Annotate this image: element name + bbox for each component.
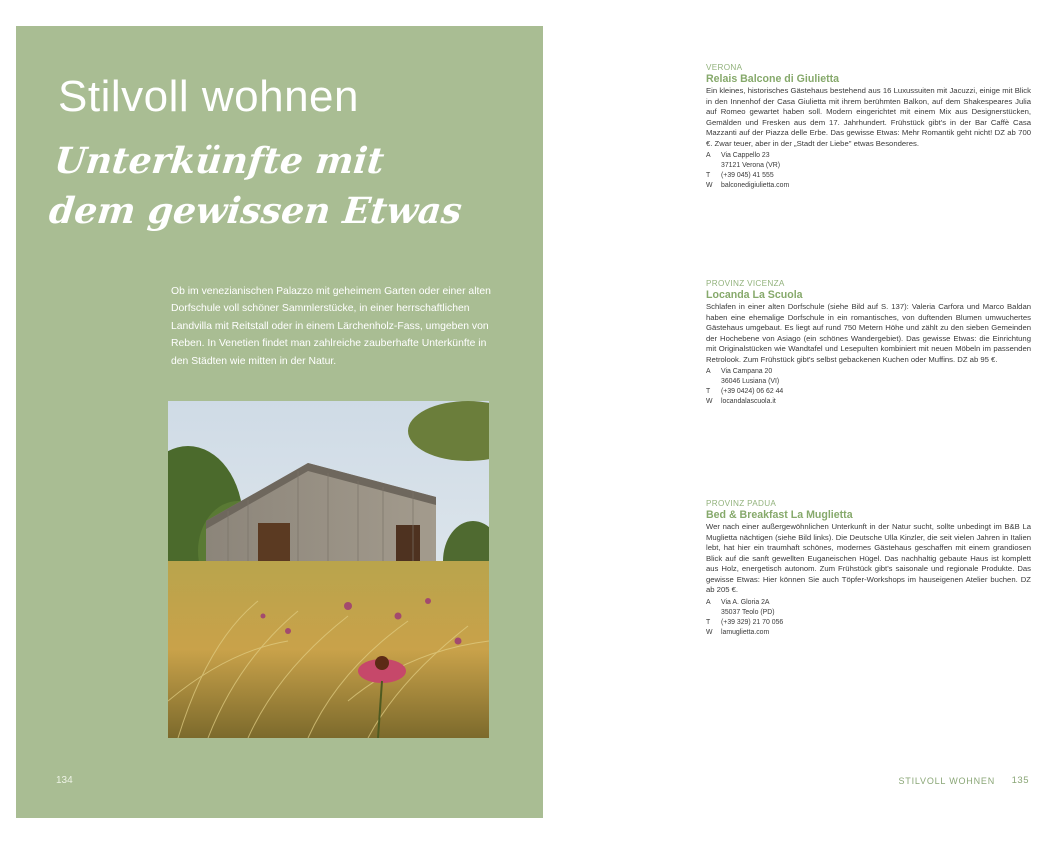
entry-region: PROVINZ VICENZA <box>706 279 785 288</box>
entry-contact <box>706 151 1031 191</box>
contact-city: 37121 Verona (VR) <box>721 162 780 170</box>
entry-description: Schlafen in einer alten Dorfschule (siehe Bild auf S. 137): Valeria Carfora und Marco Baldan haben eine ehemalige Dorfschule in ein romantisches, von duftenden Blumen umwuchertes Gästehaus umgebaut. Es liegt auf rund 750 Metern Höhe und zählt zu den sieben Gemeinden der Hochebene von Asiago (ein schönes Wandergebiet). Das gewisse Etwas: die Einrichtung mit Originalstücken wie Wandtafel und Lesepulten kombiniert mit neuen Möbeln im passenden Retrolook. Zum Frühstück gibt's selbst gebackenen Kuchen oder Muffins. DZ ab 95 €. <box>706 302 1031 364</box>
right-page <box>543 26 1055 818</box>
subtitle-line-1: Unterkünfte mit <box>52 140 387 182</box>
page-title: Stilvoll wohnen <box>58 72 359 121</box>
entry-description: Wer nach einer außergewöhnlichen Unterkunft in der Natur sucht, sollte unbedingt im B&B La Muglietta nächtigen (siehe Bild links). Die Deutsche Ulla Kinzler, die seit vielen Jahren in Italien lebt, hat hier ein traumhaft schönes, modernes Gästehaus geschaffen mit einem grandiosen Blick auf die sanft gewellten Euganeischen Hügel. Das nachhaltig gebaute Haus ist komplett aus Holz, energetisch autonom. Zum Frühstück gibt's saisonale und regionale Produkte. Das gewisse Etwas: Hier können Sie auch Töpfer-Workshops im hauseigenen Atelier buchen. DZ ab 205 €. <box>706 522 1031 595</box>
entry-contact <box>706 367 1031 407</box>
entry-relais-balcone <box>706 63 1031 191</box>
page-number-right: 135 <box>1011 775 1029 786</box>
running-head: STILVOLL WOHNEN <box>898 776 995 786</box>
entry-contact <box>706 598 1031 638</box>
contact-phone: T (+39 0424) 06 62 44 <box>706 388 784 396</box>
entry-locanda-la-scuola <box>706 279 1031 407</box>
entry-region: PROVINZ PADUA <box>706 499 777 508</box>
contact-website[interactable]: W lamuglietta.com <box>706 628 770 636</box>
contact-address: A Via A. Gloria 2A <box>706 598 770 606</box>
page-subtitle <box>47 136 470 236</box>
left-page <box>16 26 543 818</box>
contact-website[interactable]: W balconedigiulietta.com <box>706 182 790 190</box>
contact-website[interactable]: W locandalascuola.it <box>706 398 776 406</box>
contact-address: A Via Cappello 23 <box>706 152 770 160</box>
contact-city: 35037 Teolo (PD) <box>721 608 775 616</box>
entry-la-muglietta <box>706 499 1031 638</box>
contact-phone: T (+39 329) 21 70 056 <box>706 618 784 626</box>
entry-name: Bed & Breakfast La Muglietta <box>706 509 853 521</box>
entry-region: VERONA <box>706 63 743 72</box>
contact-phone: T (+39 045) 41 555 <box>706 172 774 180</box>
entry-name: Locanda La Scuola <box>706 289 803 301</box>
contact-address: A Via Campana 20 <box>706 368 773 376</box>
subtitle-line-2: dem gewissen Etwas <box>47 190 464 232</box>
contact-city: 36046 Lusiana (VI) <box>721 378 780 386</box>
entry-name: Relais Balcone di Giulietta <box>706 73 840 85</box>
guesthouse-photo <box>168 401 489 738</box>
page-number-left: 134 <box>56 775 73 786</box>
intro-text: Ob im venezianischen Palazzo mit geheimem Garten oder einer alten Dorfschule voll schöner Sammlerstücke, in einer herrschaftlichen Landvilla mit Reitstall oder in einem Lärchenholz-Fass, umgeben von Reben. In Venetien findet man zahlreiche zauberhafte Unterkünfte in den Städten wie mitten in der Natur. <box>171 286 491 367</box>
entry-description: Ein kleines, historisches Gästehaus bestehend aus 16 Luxussuiten mit Jacuzzi, einige mit Blick in den Innenhof der Casa Giulietta mit ihrem berühmten Balkon, auf dem Shakespeares Julia auf Romeo gewartet haben soll. Modern eingerichtet mit einem Mix aus Designerstücken, Gemälden und Fresken aus dem 17. Jahrhundert. Frühstück gibt's in der Bar Caffè Casa Mazzanti auf der Piazza delle Erbe. Das gewisse Etwas: Mehr Romantik geht nicht! DZ ab 700 €. Zwar teuer, aber in der „Stadt der Liebe" etwas Besonderes. <box>706 86 1031 148</box>
